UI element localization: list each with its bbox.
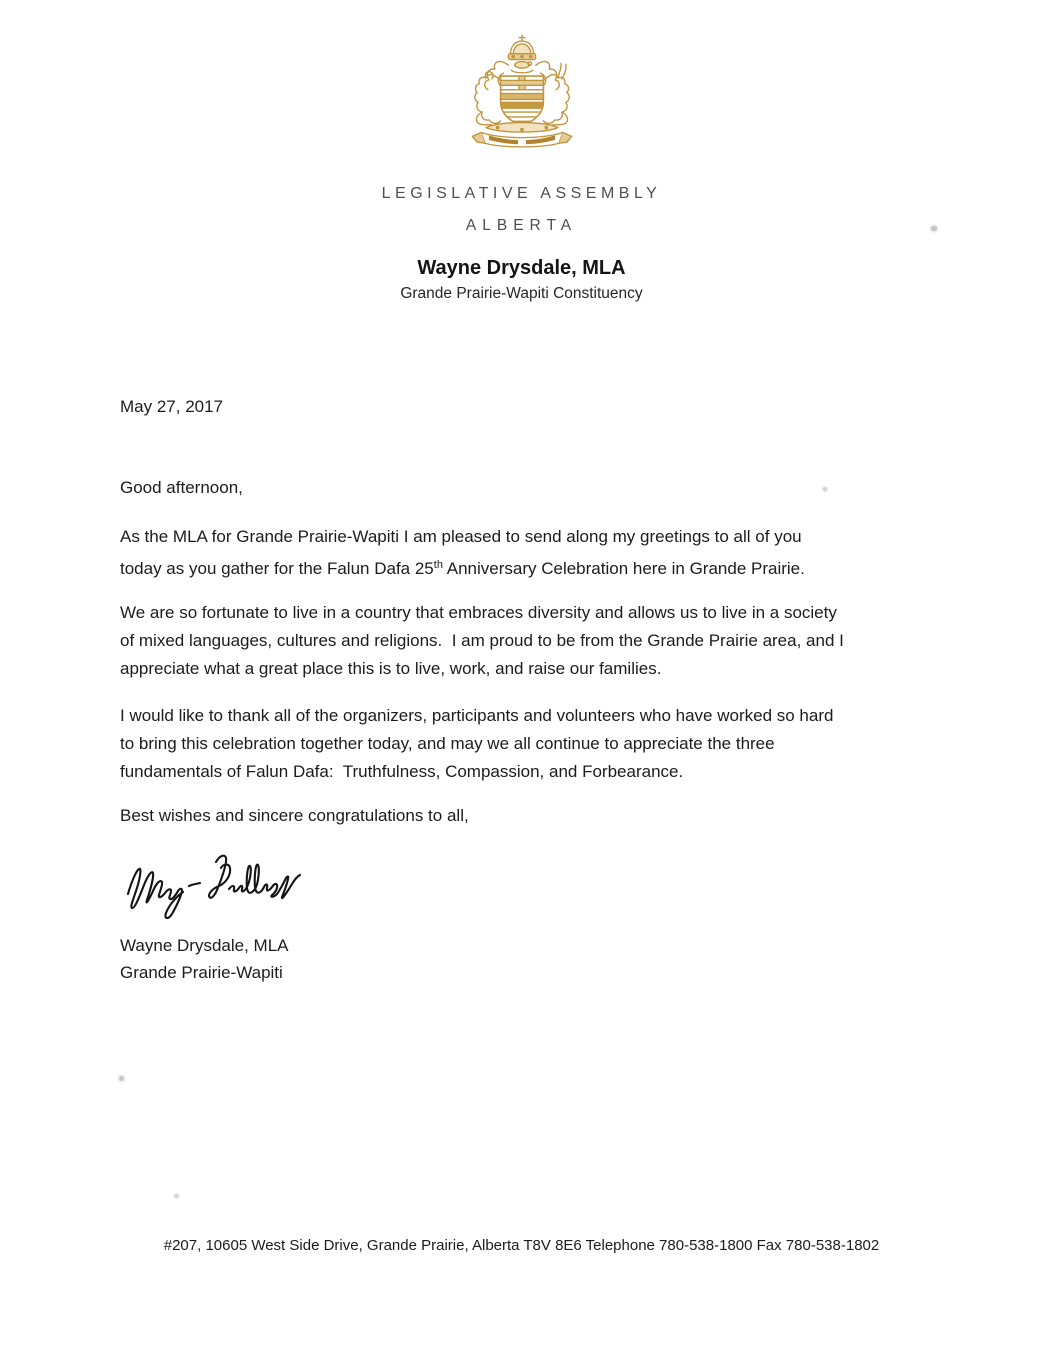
paragraph-diversity: [120, 599, 925, 683]
signoff-constituency: Grande Prairie-Wapiti: [120, 963, 283, 982]
paragraph-line: I would like to thank all of the organizers, participants and volunteers who have worked so hard: [120, 706, 834, 725]
paragraph-line: fundamentals of Falun Dafa: Truthfulness, Compassion, and Forbearance.: [120, 762, 684, 781]
signoff-block: [120, 932, 925, 986]
paragraph-greetings: [120, 523, 925, 583]
paragraph-line: We are so fortunate to live in a country that embraces diversity and allows us to live in a society: [120, 603, 837, 622]
paragraph-line: of mixed languages, cultures and religions. I am proud to be from the Grande Prairie area, and I: [120, 631, 844, 650]
salutation: Good afternoon,: [120, 478, 243, 497]
date-line: May 27, 2017: [120, 397, 224, 416]
handwritten-signature: [123, 847, 318, 922]
alberta-coat-of-arms: [449, 33, 595, 160]
scan-speck: [174, 1194, 179, 1198]
letter-body: [120, 393, 925, 986]
paragraph-thanks: [120, 702, 925, 786]
line2-pre: today as you gather for the Falun Dafa 25: [120, 559, 434, 578]
letterhead: [0, 33, 1043, 303]
scan-speck: [119, 1076, 124, 1081]
paragraph-line: [120, 551, 925, 583]
org-name-line1: LEGISLATIVE ASSEMBLY: [381, 185, 662, 202]
paragraph-line: As the MLA for Grande Prairie-Wapiti I am pleased to send along my greetings to all of you: [120, 527, 802, 546]
footer-address: #207, 10605 West Side Drive, Grande Prairie, Alberta T8V 8E6 Telephone 780-538-1800 Fax 780-538-1802: [163, 1237, 880, 1254]
paragraph-line: to bring this celebration together today, and may we all continue to appreciate the three: [120, 734, 775, 753]
ordinal-superscript: th: [433, 559, 443, 571]
paragraph-line: appreciate what a great place this is to live, work, and raise our families.: [120, 659, 662, 678]
signature-block: [120, 847, 925, 922]
closing-line: Best wishes and sincere congratulations to all,: [120, 806, 469, 825]
org-name-line2: ALBERTA: [465, 217, 578, 234]
line2-post: Anniversary Celebration here in Grande Prairie.: [442, 559, 805, 578]
signoff-name: Wayne Drysdale, MLA: [120, 936, 289, 955]
letterhead-mla-name: Wayne Drysdale, MLA: [417, 257, 626, 279]
letterhead-constituency: Grande Prairie-Wapiti Constituency: [400, 285, 643, 302]
